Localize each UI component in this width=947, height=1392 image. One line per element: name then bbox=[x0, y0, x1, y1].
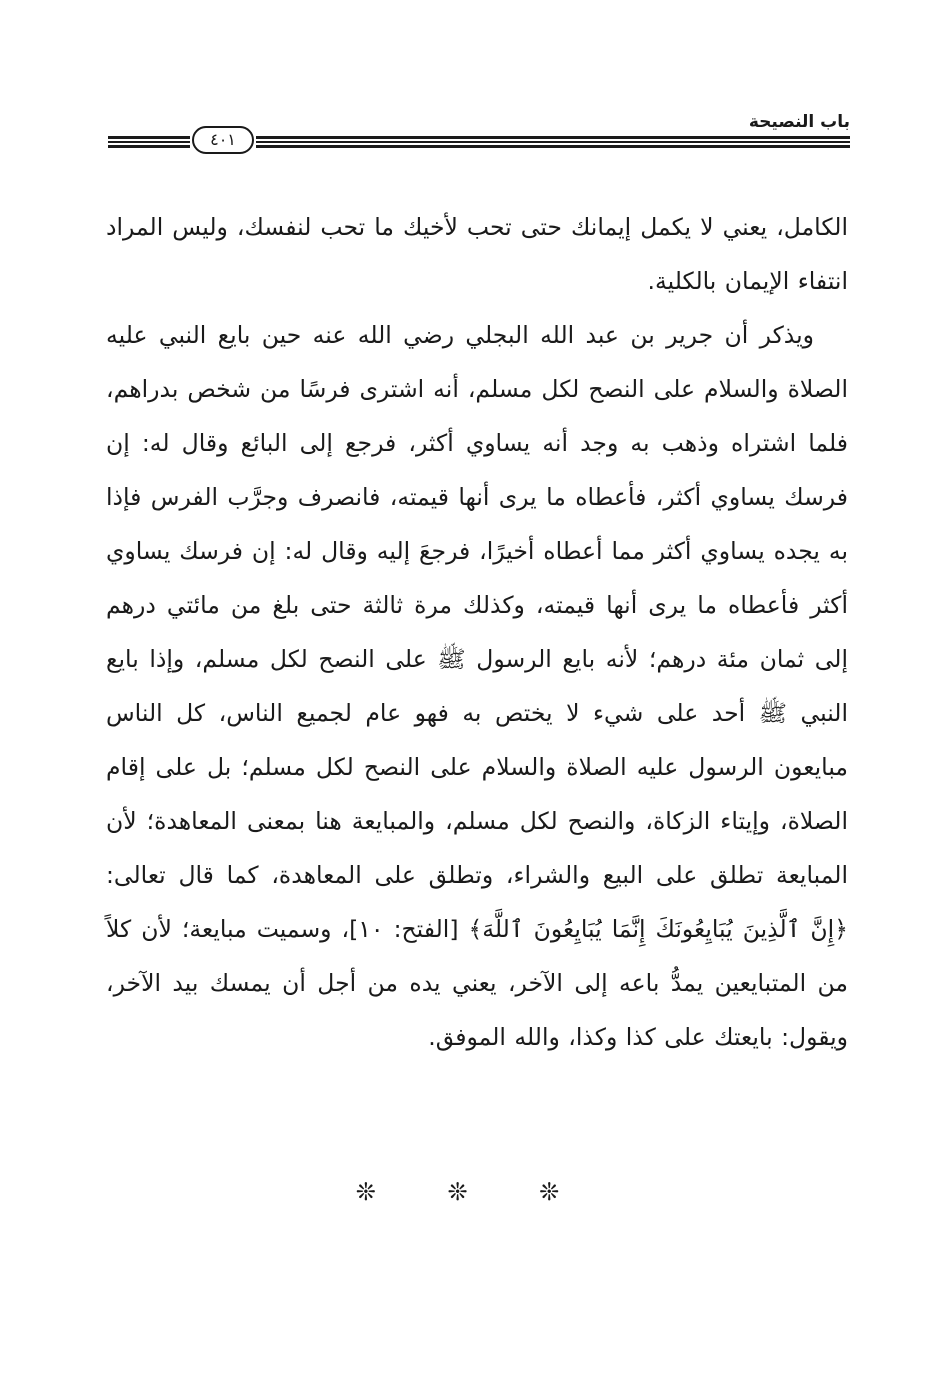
section-separator: ❊ ❊ ❊ bbox=[355, 1178, 592, 1206]
body-text bbox=[106, 200, 848, 1064]
chapter-title: باب النصيحة bbox=[748, 112, 850, 132]
page-header bbox=[108, 108, 850, 158]
paragraph: الكامل، يعني لا يكمل إيمانك حتى تحب لأخيك ما تحب لنفسك، وليس المراد انتفاء الإيمان بالكلية. bbox=[106, 213, 848, 295]
header-rule-left bbox=[108, 136, 190, 148]
header-rule-right bbox=[256, 136, 850, 148]
paragraph: ويذكر أن جرير بن عبد الله البجلي رضي الله عنه حين بايع النبي عليه الصلاة والسلام على النصح لكل مسلم، أنه اشترى فرسًا من شخص بدراهم، فلما اشتراه وذهب به وجد أنه يساوي أكثر، فرجع إلى البائع وقال له: إن فرسك يساوي أكثر، فأعطاه ما يرى أنها قيمته، فانصرف وجرَّب الفرس فإذا به يجده يساوي أكثر مما أعطاه أخيرًا، فرجعَ إليه وقال له: إن فرسك يساوي أكثر فأعطاه ما يرى أنها قيمته، وكذلك مرة ثالثة حتى بلغ من مائتي درهم إلى ثمان مئة درهم؛ لأنه بايع الرسول ﷺ على النصح لكل مسلم، وإذا بايع النبي ﷺ أحد على شيء لا يختص به فهو عام لجميع الناس، كل الناس مبايعون الرسول عليه الصلاة والسلام على النصح لكل مسلم؛ بل على إقام الصلاة، وإيتاء الزكاة، والنصح لكل مسلم، والمبايعة هنا بمعنى المعاهدة؛ لأن المبايعة تطلق على البيع والشراء، وتطلق على المعاهدة، كما قال تعالى: ﴿إِنَّ ٱلَّذِينَ يُبَايِعُونَكَ إِنَّمَا يُبَايِعُونَ ٱللَّهَ﴾ [الفتح: ١٠]، وسميت مبايعة؛ لأن كلاً من المتبايعين يمدُّ باعه إلى الآخر، يعني يده من أجل أن يمسك بيد الآخر، ويقول: بايعتك على كذا وكذا، والله الموفق. bbox=[106, 321, 848, 1051]
page-number: ٤٠١ bbox=[192, 126, 254, 154]
